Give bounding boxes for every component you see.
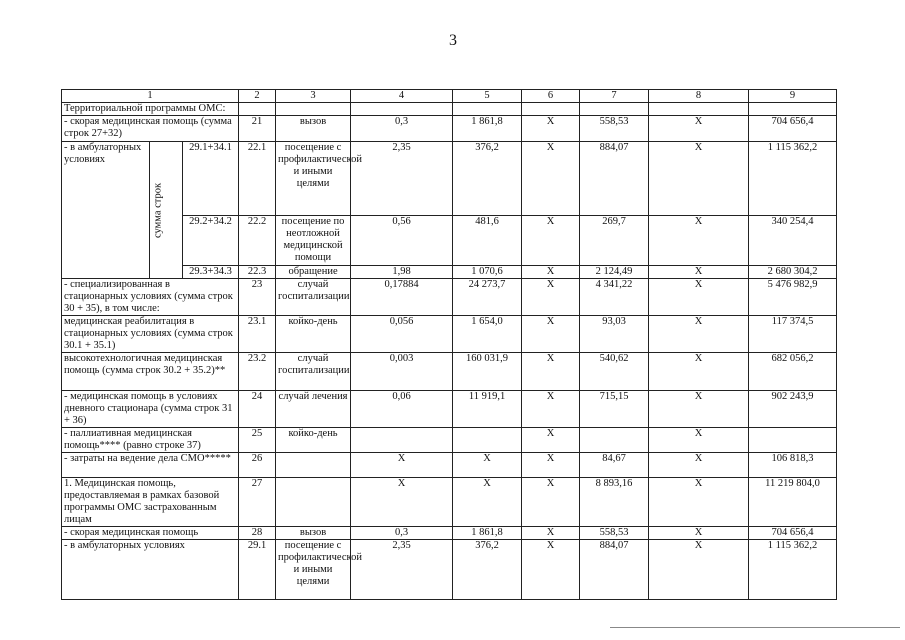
table-row [62,478,837,527]
line-number: 23.2 [239,353,276,391]
value-cell: 0,003 [351,353,453,391]
value-cell [749,428,837,453]
header-cell: 9 [749,90,837,103]
value-cell: Х [522,478,580,527]
value-cell: Х [522,540,580,600]
value-cell: 24 273,7 [453,279,522,316]
value-cell: Х [522,353,580,391]
value-cell: Х [649,428,749,453]
value-cell: 5 476 982,9 [749,279,837,316]
value-cell: 1 115 362,2 [749,142,837,216]
value-cell: Х [649,116,749,142]
value-cell: Х [649,391,749,428]
value-cell: 160 031,9 [453,353,522,391]
unit-cell: случай лечения [276,391,351,428]
table-row [62,142,837,216]
header-cell: 5 [453,90,522,103]
line-number: 29.1 [239,540,276,600]
row-name: - в амбулаторных условиях [62,142,150,279]
value-cell: 682 056,2 [749,353,837,391]
value-cell: Х [453,453,522,478]
value-cell: Х [649,540,749,600]
header-cell: 1 [62,90,239,103]
unit-cell: обращение [276,266,351,279]
line-number: 23.1 [239,316,276,353]
value-cell: Х [649,353,749,391]
value-cell: 0,3 [351,527,453,540]
value-cell: 11 919,1 [453,391,522,428]
line-number: 22.1 [239,142,276,216]
header-cell: 6 [522,90,580,103]
value-cell: 4 341,22 [580,279,649,316]
value-cell: Х [649,142,749,216]
value-cell: 902 243,9 [749,391,837,428]
value-cell: 884,07 [580,540,649,600]
line-number: 28 [239,527,276,540]
table-row [62,540,837,600]
table-row [62,353,837,391]
line-number: 23 [239,279,276,316]
value-cell: Х [453,478,522,527]
value-cell: Х [649,527,749,540]
row-name: - скорая медицинская помощь [62,527,239,540]
value-cell: 1 654,0 [453,316,522,353]
header-cell: 2 [239,90,276,103]
unit-cell: посещение по неотложной медицинской помощи [276,216,351,266]
value-cell: 558,53 [580,527,649,540]
table-row [62,428,837,453]
row-name: - в амбулаторных условиях [62,540,239,600]
value-cell: 0,17884 [351,279,453,316]
unit-cell: посещение с профилактической и иными целями [276,142,351,216]
value-cell: Х [522,428,580,453]
value-cell: 704 656,4 [749,116,837,142]
value-cell: 2 124,49 [580,266,649,279]
unit-cell: койко-день [276,428,351,453]
row-name: - специализированная в стационарных условиях (сумма строк 30 + 35), в том числе: [62,279,239,316]
scan-artifact-line [610,627,900,628]
line-number: 22.2 [239,216,276,266]
value-cell: Х [522,316,580,353]
value-cell: Х [649,478,749,527]
value-cell: 2 680 304,2 [749,266,837,279]
value-cell: 1 070,6 [453,266,522,279]
header-cell: 3 [276,90,351,103]
value-cell [351,428,453,453]
value-cell: 376,2 [453,540,522,600]
value-cell: 84,67 [580,453,649,478]
table-row [62,391,837,428]
value-cell: 1 115 362,2 [749,540,837,600]
unit-cell: посещение с профилактической и иными целями [276,540,351,600]
line-number: 24 [239,391,276,428]
row-name: - скорая медицинская помощь (сумма строк 27+32) [62,116,239,142]
value-cell: Х [649,216,749,266]
value-cell [453,428,522,453]
row-name: - медицинская помощь в условиях дневного стационара (сумма строк 31 + 36) [62,391,239,428]
omc-cost-table [61,89,837,600]
code-cell: 29.3+34.3 [183,266,239,279]
unit-cell: вызов [276,116,351,142]
value-cell: Х [522,266,580,279]
row-name: - паллиативная медицинская помощь**** (равно строке 37) [62,428,239,453]
unit-cell: случай госпитализации [276,279,351,316]
value-cell: Х [522,142,580,216]
value-cell: 8 893,16 [580,478,649,527]
value-cell: 117 374,5 [749,316,837,353]
code-cell: 29.2+34.2 [183,216,239,266]
unit-cell [276,478,351,527]
table-row [62,316,837,353]
table-row [62,453,837,478]
value-cell: Х [522,116,580,142]
value-cell: 376,2 [453,142,522,216]
value-cell: Х [522,453,580,478]
value-cell: Х [522,527,580,540]
row-name: Территориальной программы ОМС: [62,103,239,116]
value-cell: 0,56 [351,216,453,266]
value-cell: 11 219 804,0 [749,478,837,527]
value-cell: 1,98 [351,266,453,279]
line-number: 25 [239,428,276,453]
vertical-label: сумма строк [150,142,183,279]
row-name: - затраты на ведение дела СМО***** [62,453,239,478]
row-name: высокотехнологичная медицинская помощь (сумма строк 30.2 + 35.2)** [62,353,239,391]
value-cell: Х [649,453,749,478]
page-number: 3 [449,32,457,49]
value-cell: 884,07 [580,142,649,216]
row-name: медицинская реабилитация в стационарных условиях (сумма строк 30.1 + 35.1) [62,316,239,353]
column-number-row [62,90,837,103]
value-cell: Х [351,478,453,527]
value-cell: Х [522,279,580,316]
value-cell: 0,056 [351,316,453,353]
line-number: 22.3 [239,266,276,279]
header-cell: 4 [351,90,453,103]
header-cell: 8 [649,90,749,103]
unit-cell: койко-день [276,316,351,353]
table-row [62,103,837,116]
header-cell: 7 [580,90,649,103]
value-cell: Х [522,216,580,266]
value-cell [580,428,649,453]
table-row [62,116,837,142]
code-cell: 29.1+34.1 [183,142,239,216]
line-number: 21 [239,116,276,142]
value-cell: 93,03 [580,316,649,353]
line-number: 26 [239,453,276,478]
value-cell: Х [649,266,749,279]
table-row [62,527,837,540]
value-cell: 2,35 [351,142,453,216]
value-cell: 1 861,8 [453,527,522,540]
unit-cell [276,453,351,478]
value-cell: 269,7 [580,216,649,266]
value-cell: 340 254,4 [749,216,837,266]
value-cell: 481,6 [453,216,522,266]
value-cell: 1 861,8 [453,116,522,142]
unit-cell: вызов [276,527,351,540]
value-cell: 0,06 [351,391,453,428]
value-cell: 2,35 [351,540,453,600]
unit-cell: случай госпитализации [276,353,351,391]
value-cell: Х [649,279,749,316]
value-cell: Х [649,316,749,353]
value-cell: 0,3 [351,116,453,142]
value-cell: 558,53 [580,116,649,142]
value-cell: 540,62 [580,353,649,391]
line-number: 27 [239,478,276,527]
value-cell: 704 656,4 [749,527,837,540]
row-name: 1. Медицинская помощь, предоставляемая в рамках базовой программы ОМС застрахованным лицам [62,478,239,527]
value-cell: Х [351,453,453,478]
value-cell: Х [522,391,580,428]
value-cell: 715,15 [580,391,649,428]
value-cell: 106 818,3 [749,453,837,478]
table-row [62,279,837,316]
